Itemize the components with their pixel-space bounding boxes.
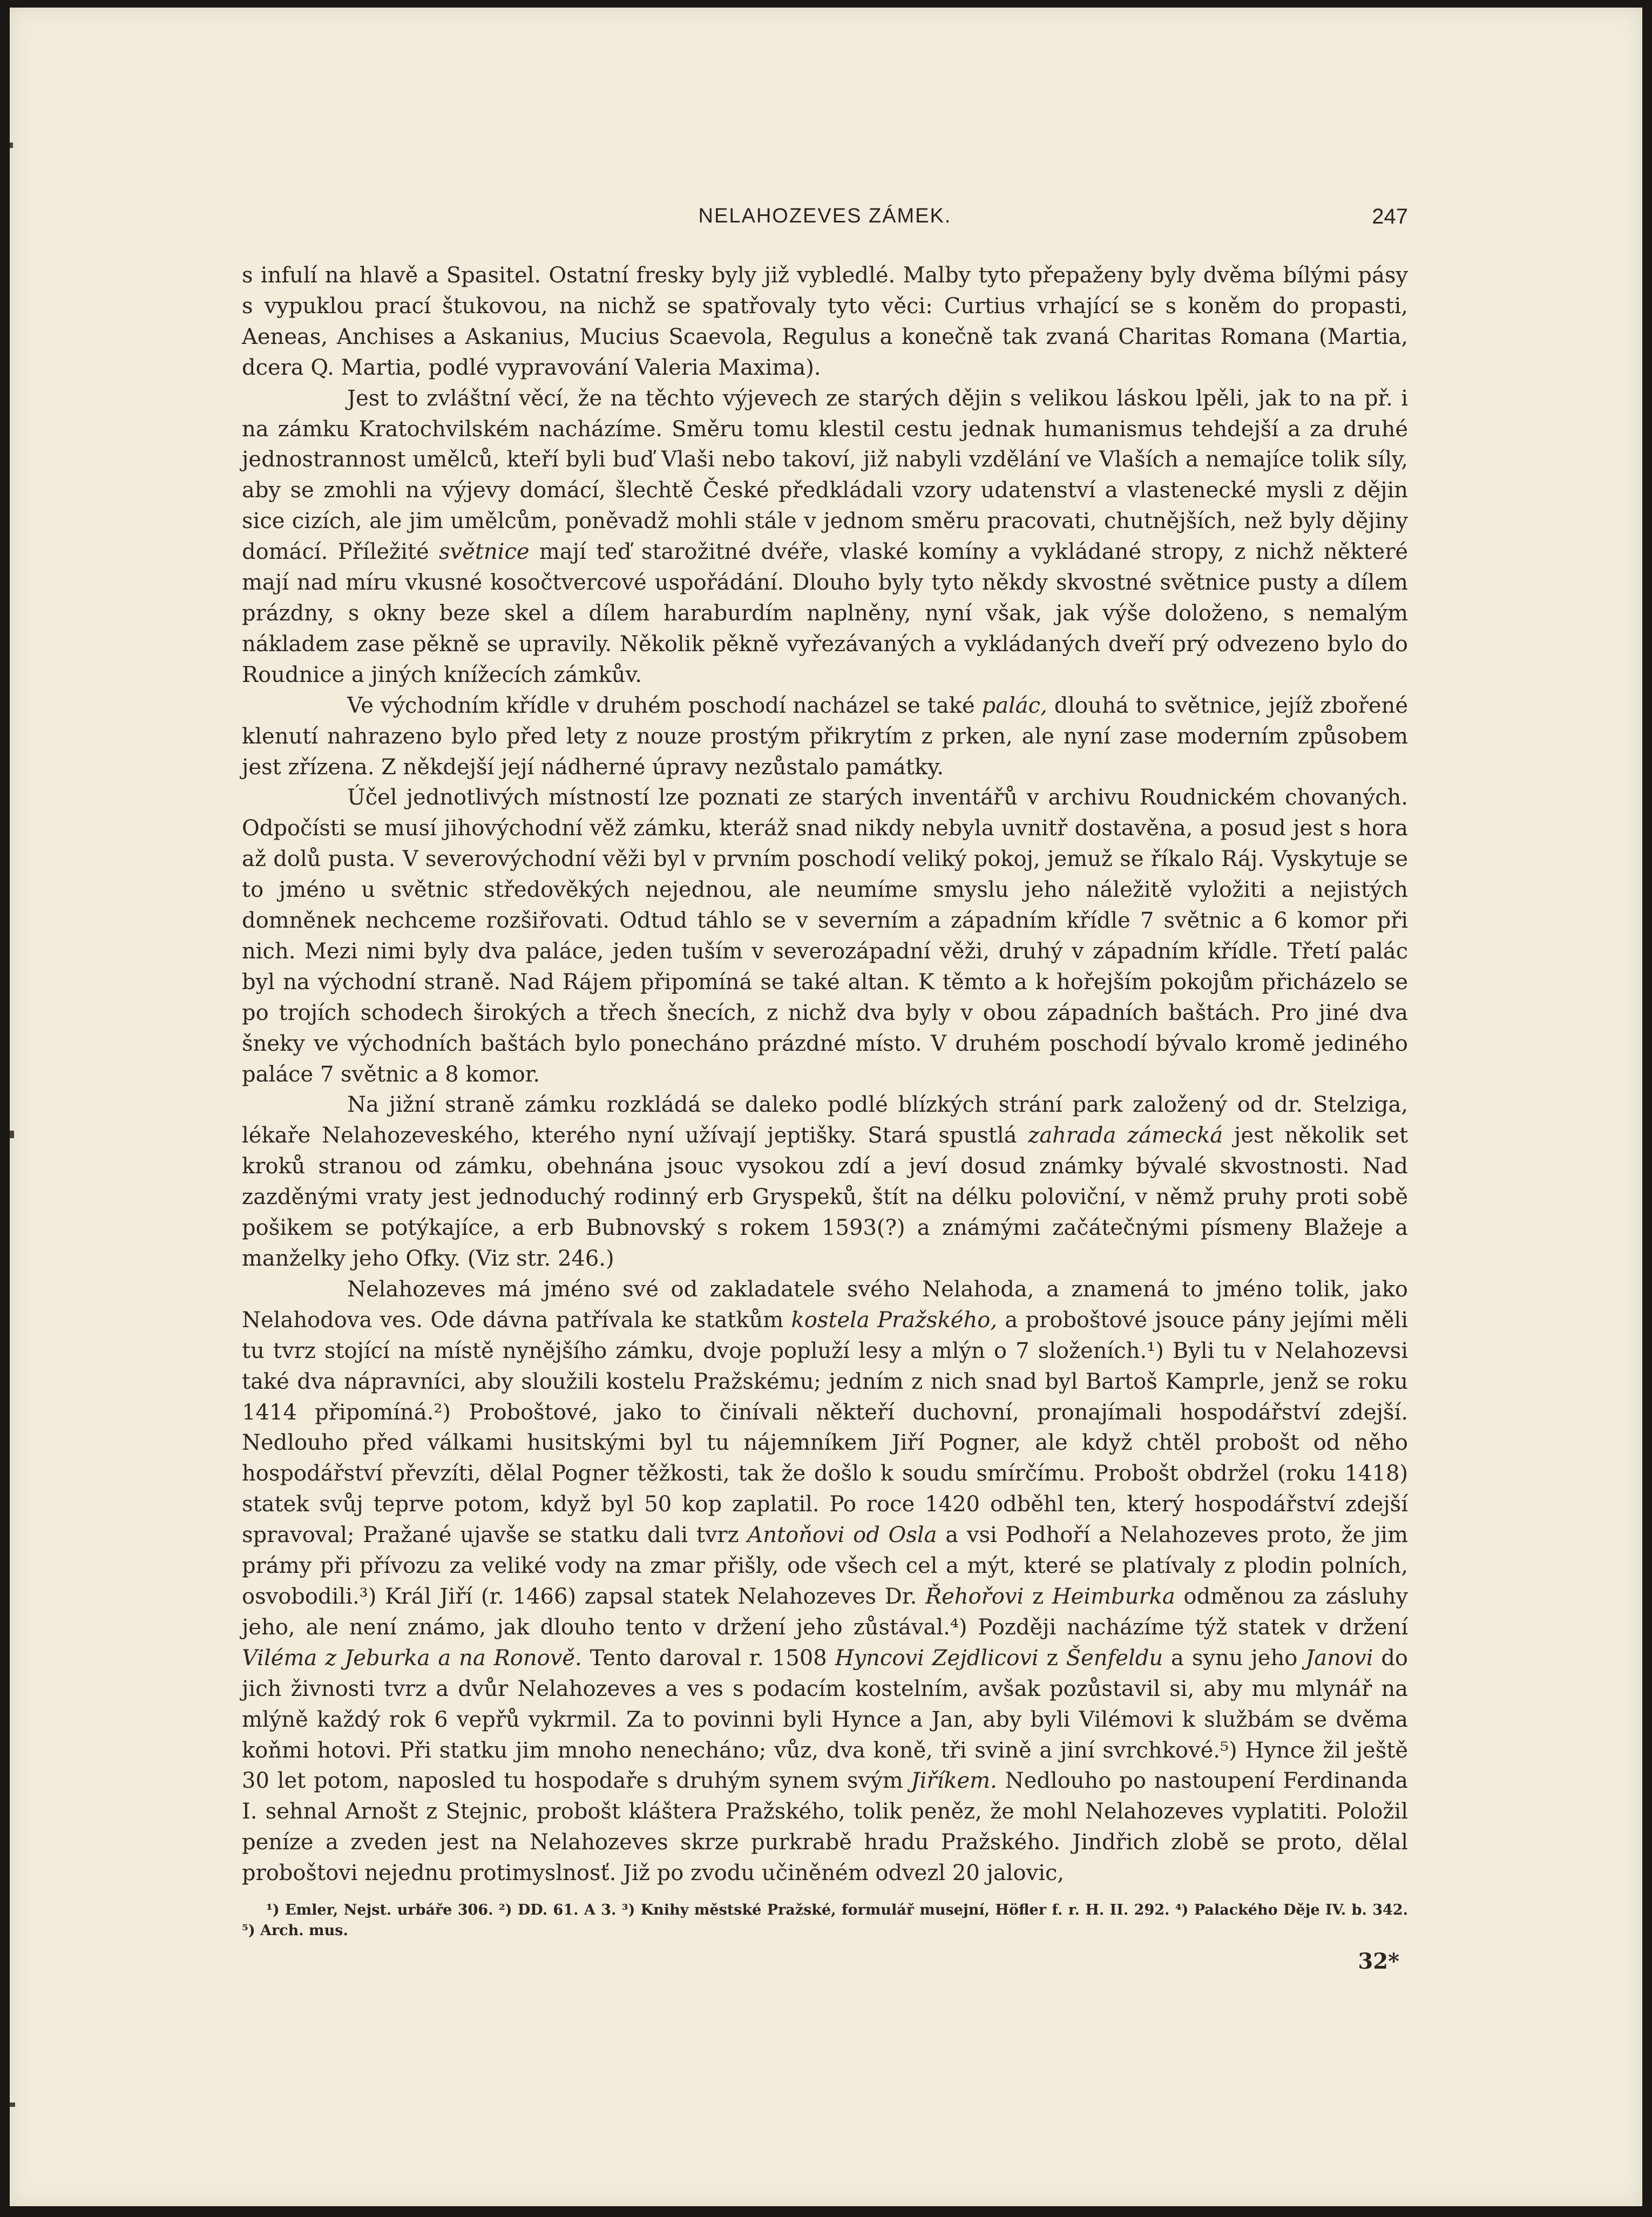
paragraph <box>242 691 1408 783</box>
paragraph <box>242 1274 1408 1889</box>
text-run: odměnou za zásluhy jeho, ale není známo, jak dlouho tento v držení jeho zůstával.⁴) Později nacházíme týž statek v držení <box>242 1584 1409 1640</box>
emphasis: Antoňovi od Osla <box>747 1523 937 1548</box>
paragraph <box>242 383 1408 691</box>
text-run: Ve východním křídle v druhém poschodí nacházel se také <box>347 693 975 718</box>
emphasis: Šenfeldu <box>1066 1645 1163 1671</box>
emphasis: zahrada zámecká <box>1028 1123 1223 1148</box>
footnotes <box>242 1900 1408 1941</box>
emphasis: palác, <box>981 693 1047 718</box>
edge-mark <box>10 1131 14 1138</box>
text-run: Nelahozeves má jméno své od zakladatele svého Nelahoda, a znamená to jméno tolik, jako Nelahodova ves. Ode dávna patřívala ke statkům <box>242 1276 1408 1333</box>
text-run: do jich živnosti tvrz a dvůr Nelahozeves a ves s podacím kostelním, avšak pozůstavil si, aby mu mlynář na mlýně každý rok 6 vepřů vykrmil. Za to povinni byli Hynce a Jan, aby byli Vilémovi k službám se dvěma koňmi hotovi. Při statku jim mnoho nenecháno; vůz, dva koně, tři svině a jiní svrchkové.⁵) Hynce žil ještě 30 let potom, naposled tu hospodaře s druhým synem svým <box>242 1645 1409 1794</box>
text-run: dlouhá to světnice, jejíž zbořené klenutí nahrazeno bylo před lety z nouze prostým přikrytím z prken, ale nyní zase moderním způsobem jest zřízena. Z někdejší její nádherné úpravy nezůstalo památky. <box>242 693 1408 780</box>
edge-mark <box>10 143 13 148</box>
paragraph <box>242 260 1408 383</box>
text-run: a vsi Podhoří a Nelahozeves proto, že jim prámy při přívozu za veliké vody na zmar přišly, ode všech cel a mýt, které se platívaly z plodin polních, osvobodili.³) Král Jiří (r. 1466) zapsal statek Nelahozeves Dr. <box>242 1523 1409 1609</box>
emphasis: Hyncovi Zejdlicovi <box>835 1645 1039 1671</box>
text-run: Na jižní straně zámku rozkládá se daleko podlé blízkých strání park založený od dr. Stelziga, lékaře Nelahozeveského, kterého nyní užívají jeptišky. Stará spustlá <box>242 1092 1408 1148</box>
emphasis: Heimburka <box>1052 1584 1175 1609</box>
page <box>10 8 1642 2206</box>
text-run: a proboštové jsouce pány jejími měli tu tvrz stojící na místě nynějšího zámku, dvoje popluží lesy a mlýn o 7 složeních.¹) Byli tu v Nelahozevsi také dva nápravníci, aby sloužili kostelu Pražskému; jedním z nich snad byl Bartoš Kamprle, jenž se roku 1414 připomíná.²) Proboštové, jako to činívali někteří duchovní, pronajímali hospodářství zdejší. Nedlouho před válkami husitskými byl tu nájemníkem Jiří Pogner, ale když chtěl probošt od něho hospodářství převzíti, dělal Pogner těžkosti, tak že došlo k soudu smírčímu. Probošt obdržel (roku 1418) statek svůj teprve potom, když byl 50 kop zaplatil. Po roce 1420 odběhl ten, který hospodářství zdejší spravoval; Pražané ujavše se statku dali tvrz <box>242 1307 1409 1548</box>
text-run: a synu jeho <box>1171 1645 1298 1671</box>
emphasis: Janovi <box>1305 1645 1373 1671</box>
page-header <box>242 205 1408 242</box>
body-text <box>242 260 1408 1889</box>
text-run: Jest to zvláštní věcí, že na těchto výjevech ze starých dějin s velikou láskou lpěli, jak to na př. i na zámku Kratochvilském nacházíme. Směru tomu klestil cestu jednak humanismus tehdejší a za druhé jednostrannost umělců, kteří byli buď Vlaši nebo takoví, již nabyli vzdělání ve Vlaších a nemajíce tolik síly, aby se zmohli na výjevy domácí, šlechtě České předkládali vzory udatenství a vlastenecké mysli z dějin sice cizích, ale jim umělcům, poněvadž mohli stále v jednom směru pracovati, chutnějších, než byly dějiny domácí. Příležité <box>242 386 1408 565</box>
emphasis: Jiříkem. <box>911 1768 997 1794</box>
text-run: Tento daroval r. 1508 <box>590 1645 827 1671</box>
text-run: z <box>1046 1645 1058 1671</box>
text-run: mají teď starožitné dvéře, vlaské komíny a vykládané stropy, z nichž některé mají nad míru vkusné kosočtvercové uspořádání. Dlouho byly tyto někdy skvostné světnice pusty a dílem prázdny, s okny beze skel a dílem haraburdím naplněny, nyní však, jak výše doloženo, s nemalým nákladem zase pěkně se upravily. Několik pěkně vyřezávaných a vykládaných dveří prý odvezeno bylo do Roudnice a jiných knížecích zámkův. <box>242 539 1409 687</box>
emphasis: světnice <box>439 539 530 565</box>
text-run: z <box>1032 1584 1044 1609</box>
text-run: jest několik set kroků stranou od zámku, obehnána jsouc vysokou zdí a jeví dosud známky bývalé skvostnosti. Nad zazděnými vraty jest jednoduchý rodinný erb Gryspeků, štít na délku poloviční, v němž pruhy proti sobě pošikem se potýkajíce, a erb Bubnovský s rokem 1593(?) a známými začátečnými písmeny Blažeje a manželky jeho Ofky. (Viz str. 246.) <box>242 1123 1408 1271</box>
emphasis: Viléma z Jeburka a na Ronově. <box>242 1645 582 1671</box>
text-run: Nedlouho po nastoupení Ferdinanda I. sehnal Arnošt z Stejnic, probošt kláštera Pražského, tolik peněz, že mohl Nelahozeves vyplatiti. Položil peníze a zveden jest na Nelahozeves skrze purkrabě hradu Pražského. Jindřich zlobě se proto, dělal proboštovi nejednu protimyslnosť. Již po zvodu učiněném odvezl 20 jalovic, <box>242 1768 1408 1886</box>
text-run: s infulí na hlavě a Spasitel. Ostatní fresky byly již vybledlé. Malby tyto přepaženy byly dvěma bílými pásy s vypuklou prací štukovou, na nichž se spatřovaly tyto věci: Curtius vrhající se s koněm do propasti, Aeneas, Anchises a Askanius, Mucius Scaevola, Regulus a konečně tak zvaná Charitas Romana (Martia, dcera Q. Martia, podlé vypravování Valeria Maxima). <box>242 263 1408 380</box>
paragraph <box>242 1090 1408 1274</box>
emphasis: kostela Pražského, <box>791 1307 998 1333</box>
emphasis: Řehořovi <box>925 1584 1024 1609</box>
footnote-text: ¹) Emler, Nejst. urbáře 306. ²) DD. 61. A 3. ³) Knihy městské Pražské, formulář musejní, Höfler f. r. H. II. 292. ⁴) Palackého Děje IV. b. 342. ⁵) Arch. mus. <box>242 1902 1408 1939</box>
signature-mark: 32* <box>1358 1949 1399 1974</box>
page-number: 247 <box>1372 205 1408 228</box>
paragraph <box>242 782 1408 1090</box>
edge-mark <box>10 2103 15 2107</box>
text-run: Účel jednotlivých místností lze poznati ze starých inventářů v archivu Roudnickém chovaných. Odpočísti se musí jihovýchodní věž zámku, kteráž snad nikdy nebyla uvnitř dostavěna, a posud jest s hora až dolů pusta. V severovýchodní věži byl v prvním poschodí veliký pokoj, jemuž se říkalo Ráj. Vyskytuje se to jméno u světnic středověkých nejednou, ale neumíme smyslu jeho náležitě vyložiti a nejistých domněnek nechceme rozšiřovati. Odtud táhlo se v severním a západním křídle 7 světnic a 6 komor při nich. Mezi nimi byly dva paláce, jeden tuším v severozápadní věži, druhý v západním křídle. Třetí palác byl na východní straně. Nad Rájem připomíná se také altan. K těmto a k hořejším pokojům přicházelo se po trojích schodech širokých a třech šnecích, z nichž dva byly v obou západních baštách. Pro jiné dva šneky ve východních baštách bylo ponecháno prázdné místo. V druhém poschodí bývalo kromě jediného paláce 7 světnic a 8 komor. <box>242 785 1408 1087</box>
running-title: NELAHOZEVES ZÁMEK. <box>698 205 952 227</box>
